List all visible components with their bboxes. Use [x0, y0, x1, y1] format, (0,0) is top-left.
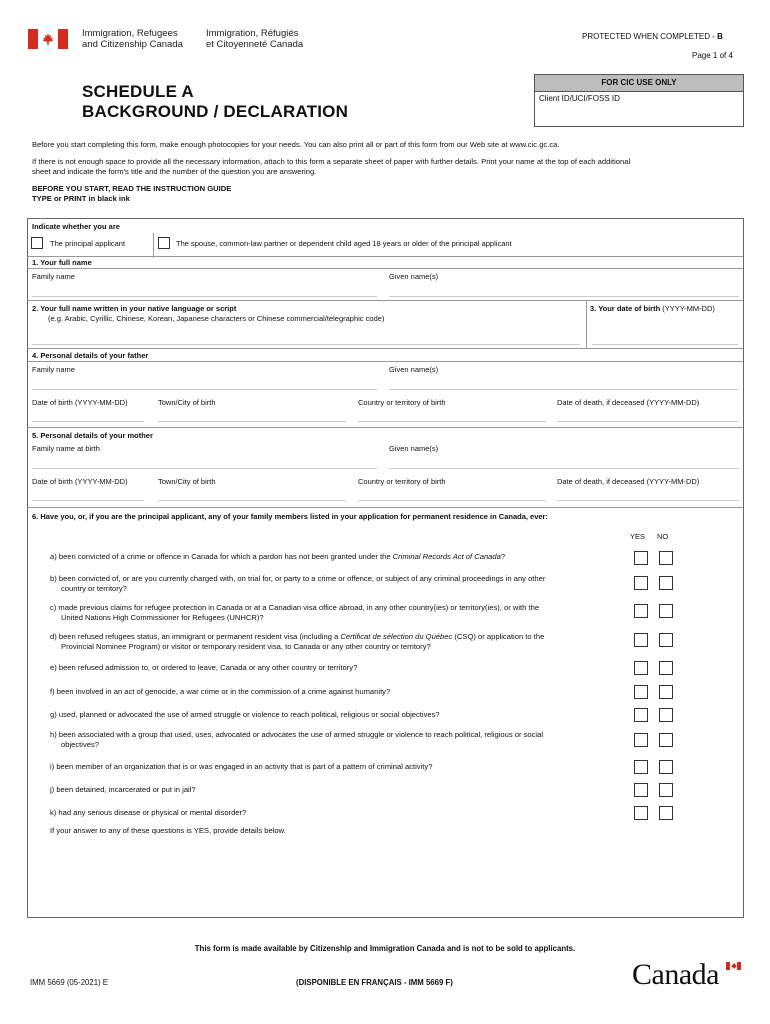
section-3-heading: 3. Your date of birth (YYYY-MM-DD)	[590, 304, 715, 313]
intro-paragraph-1: Before you start completing this form, make enough photocopies for your needs. You can also print all or part of this form from our Web site at www.cic.gc.ca.	[32, 140, 560, 149]
divider	[27, 427, 743, 428]
question-c: c) made previous claims for refugee protection in Canada or at a Canadian visa office abroad, in any other country(ies) or territory(ies), or with the United Nations High Commissioner for Refugees (UNHCR)?	[50, 603, 540, 622]
question-d: d) been refused refugees status, an immigrant or permanent resident visa (including a Certificat de sélection du Québec (CSQ) or application to the Provincial Nominee Program) or visitor or temporary resident visa, to Canada or any other country or territory?	[50, 632, 545, 651]
yes-column-label: YES	[630, 532, 646, 541]
intro-paragraph-3: BEFORE YOU START, READ THE INSTRUCTION GUIDE TYPE or PRINT in black ink	[32, 184, 232, 203]
question-h: h) been associated with a group that used, uses, advocated or advocates the use of armed struggle or violence to reach political, religious or social objectives?	[50, 730, 544, 749]
department-name-en: Immigration, Refugees and Citizenship Canada	[82, 28, 183, 50]
question-f-no-checkbox[interactable]	[659, 685, 673, 699]
father-given-name-field[interactable]	[389, 389, 739, 390]
divider	[153, 233, 154, 258]
question-i-no-checkbox[interactable]	[659, 760, 673, 774]
question-b-no-checkbox[interactable]	[659, 576, 673, 590]
father-given-name-label: Given name(s)	[389, 365, 439, 374]
father-family-name-field[interactable]	[32, 389, 377, 390]
details-textarea[interactable]	[48, 840, 738, 912]
mother-country-field[interactable]	[358, 500, 546, 501]
question-c-no-checkbox[interactable]	[659, 604, 673, 618]
section-1-heading: 1. Your full name	[32, 258, 92, 267]
question-a-yes-checkbox[interactable]	[634, 551, 648, 565]
mother-family-name-field[interactable]	[32, 468, 377, 469]
availability-note: This form is made available by Citizenship and Immigration Canada and is not to be sold to applicants.	[194, 944, 576, 953]
question-e-yes-checkbox[interactable]	[634, 661, 648, 675]
section-4-heading: 4. Personal details of your father	[32, 351, 149, 360]
father-death-field[interactable]	[557, 421, 739, 422]
french-version-note: (DISPONIBLE EN FRANÇAIS - IMM 5669 F)	[296, 978, 453, 987]
question-j-no-checkbox[interactable]	[659, 783, 673, 797]
father-town-field[interactable]	[158, 421, 346, 422]
details-instruction: If your answer to any of these questions is YES, provide details below.	[50, 826, 286, 835]
question-i: i) been member of an organization that is or was engaged in an activity that is part of a pattern of criminal activity?	[50, 762, 433, 771]
father-family-name-label: Family name	[32, 365, 75, 374]
question-d-yes-checkbox[interactable]	[634, 633, 648, 647]
page-title: SCHEDULE A BACKGROUND / DECLARATION	[82, 82, 349, 121]
spouse-dependent-checkbox[interactable]	[158, 237, 170, 249]
question-a-no-checkbox[interactable]	[659, 551, 673, 565]
principal-applicant-label: The principal applicant	[50, 239, 126, 248]
form-number: IMM 5669 (05-2021) E	[30, 978, 109, 987]
divider	[27, 300, 743, 301]
s1-given-name-label: Given name(s)	[389, 272, 439, 281]
section-5-heading: 5. Personal details of your mother	[32, 431, 153, 440]
page-number: Page 1 of 4	[692, 51, 733, 60]
instructions	[32, 140, 747, 204]
mother-dob-label: Date of birth (YYYY-MM-DD)	[32, 477, 128, 486]
department-name-fr: Immigration, Réfugiés et Citoyenneté Canada	[206, 28, 304, 50]
question-c-yes-checkbox[interactable]	[634, 604, 648, 618]
question-i-yes-checkbox[interactable]	[634, 760, 648, 774]
mother-country-label: Country or territory of birth	[358, 477, 446, 486]
s3-date-of-birth-field[interactable]	[592, 344, 738, 345]
father-dob-field[interactable]	[32, 421, 144, 422]
father-country-label: Country or territory of birth	[358, 398, 446, 407]
question-b: b) been convicted of, or are you currently charged with, on trial for, or party to a crime or offence, or subject of any criminal proceedings in any other country or territory?	[50, 574, 546, 593]
mother-dob-field[interactable]	[32, 500, 144, 501]
principal-applicant-checkbox[interactable]	[31, 237, 43, 249]
question-h-no-checkbox[interactable]	[659, 733, 673, 747]
section-6-heading: 6. Have you, or, if you are the principal applicant, any of your family members listed in your application for permanent residence in Canada, ever:	[32, 512, 548, 521]
wordmark-flag-icon	[726, 962, 741, 970]
divider	[27, 268, 743, 269]
mother-given-name-field[interactable]	[389, 468, 739, 469]
question-h-yes-checkbox[interactable]	[634, 733, 648, 747]
father-death-label: Date of death, if deceased (YYYY-MM-DD)	[557, 398, 700, 407]
divider	[27, 507, 743, 508]
protected-label: PROTECTED WHEN COMPLETED - B	[582, 32, 723, 41]
s2-native-name-field[interactable]	[32, 344, 580, 345]
canada-flag-icon	[28, 29, 68, 49]
question-k: k) had any serious disease or physical or mental disorder?	[50, 808, 247, 817]
question-f: f) been involved in an act of genocide, a war crime or in the commission of a crime against humanity?	[50, 687, 391, 696]
father-country-field[interactable]	[358, 421, 546, 422]
question-j-yes-checkbox[interactable]	[634, 783, 648, 797]
divider	[27, 256, 743, 257]
question-g-no-checkbox[interactable]	[659, 708, 673, 722]
question-g: g) used, planned or advocated the use of armed struggle or violence to reach political, religious or social objectives?	[50, 710, 440, 719]
question-b-yes-checkbox[interactable]	[634, 576, 648, 590]
question-k-no-checkbox[interactable]	[659, 806, 673, 820]
indicate-label: Indicate whether you are	[32, 222, 120, 231]
mother-town-label: Town/City of birth	[158, 477, 216, 486]
section-2-subtext: (e.g. Arabic, Cyrillic, Chinese, Korean, Japanese characters or Chinese commercial/telegraphic code)	[48, 314, 385, 323]
spouse-dependent-label: The spouse, common-law partner or dependent child aged 18 years or older of the principal applicant	[176, 239, 512, 248]
mother-town-field[interactable]	[158, 500, 346, 501]
no-column-label: NO	[657, 532, 669, 541]
question-d-no-checkbox[interactable]	[659, 633, 673, 647]
canada-wordmark: Canada	[632, 958, 719, 991]
question-f-yes-checkbox[interactable]	[634, 685, 648, 699]
question-a: a) been convicted of a crime or offence in Canada for which a pardon has not been granted under the Criminal Records Act of Canada?	[50, 552, 506, 561]
s1-family-name-field[interactable]	[32, 296, 377, 297]
mother-given-name-label: Given name(s)	[389, 444, 439, 453]
divider	[586, 300, 587, 348]
question-g-yes-checkbox[interactable]	[634, 708, 648, 722]
section-2-heading: 2. Your full name written in your native language or script	[32, 304, 237, 313]
father-dob-label: Date of birth (YYYY-MM-DD)	[32, 398, 128, 407]
cic-use-box	[534, 74, 744, 127]
intro-paragraph-2: If there is not enough space to provide all the necessary information, attach to this form a separate sheet of paper with further details. Print your name at the top of each additional sheet and indicate the form's title and the number of the question you are answering.	[32, 157, 631, 176]
question-k-yes-checkbox[interactable]	[634, 806, 648, 820]
question-e-no-checkbox[interactable]	[659, 661, 673, 675]
cic-use-heading: FOR CIC USE ONLY	[535, 75, 743, 92]
mother-family-name-label: Family name at birth	[32, 444, 100, 453]
s1-family-name-label: Family name	[32, 272, 75, 281]
father-town-label: Town/City of birth	[158, 398, 216, 407]
mother-death-label: Date of death, if deceased (YYYY-MM-DD)	[557, 477, 700, 486]
divider	[27, 348, 743, 349]
s1-given-name-field[interactable]	[389, 296, 739, 297]
question-j: j) been detained, incarcerated or put in jail?	[50, 785, 196, 794]
question-e: e) been refused admission to, or ordered to leave, Canada or any other country or territory?	[50, 663, 358, 672]
divider	[27, 361, 743, 362]
mother-death-field[interactable]	[557, 500, 739, 501]
client-id-label: Client ID/UCI/FOSS ID	[539, 94, 620, 103]
